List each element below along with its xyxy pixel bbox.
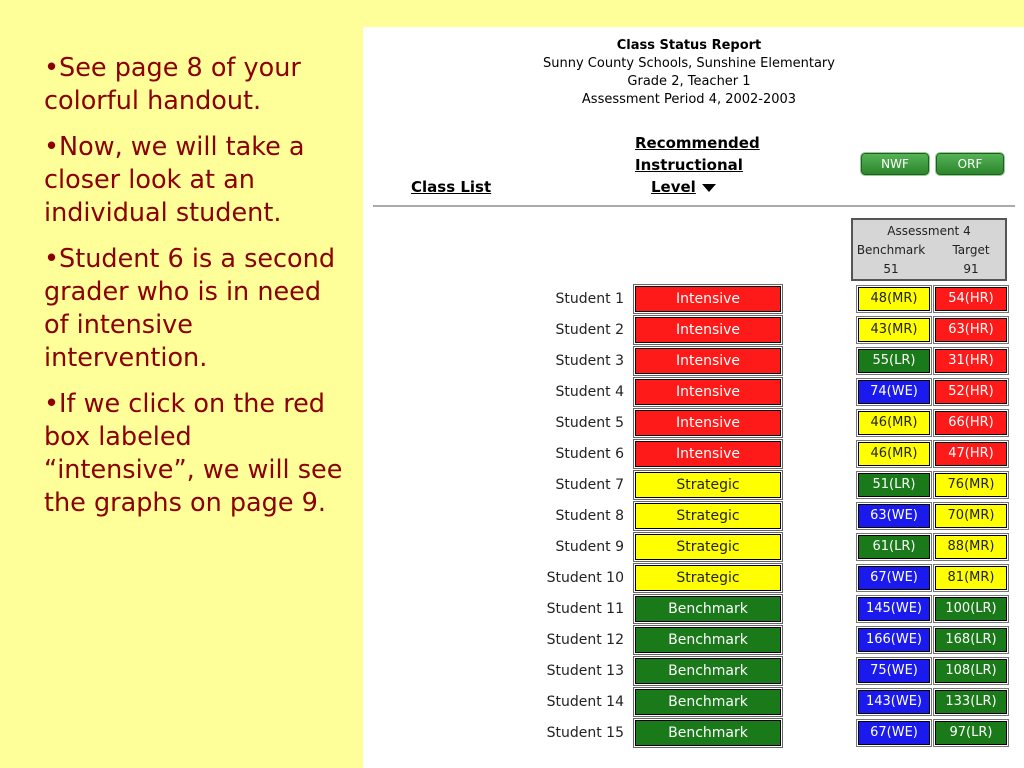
target-score: 108(LR) — [935, 659, 1007, 683]
level-box-intensive[interactable]: Intensive — [635, 348, 781, 374]
rec-level-label-line2: Instructional — [635, 156, 743, 174]
benchmark-score: 55(LR) — [858, 349, 930, 373]
student-name[interactable]: Student 2 — [555, 322, 624, 338]
benchmark-score: 46(MR) — [858, 411, 930, 435]
benchmark-score: 166(WE) — [858, 628, 930, 652]
student-row — [363, 534, 1024, 562]
target-score: 88(MR) — [935, 535, 1007, 559]
assessment-benchmark-label: Benchmark — [856, 243, 926, 257]
target-score: 54(HR) — [935, 287, 1007, 311]
student-row — [363, 658, 1024, 686]
assessment-benchmark-value: 51 — [883, 262, 899, 276]
nwf-button[interactable]: NWF — [861, 153, 929, 175]
bullet-closer-look: •Now, we will take a closer look at an individual student. — [44, 132, 305, 228]
level-box-strategic[interactable]: Strategic — [635, 503, 781, 529]
target-score: 100(LR) — [935, 597, 1007, 621]
level-box-intensive[interactable]: Intensive — [635, 317, 781, 343]
level-box-intensive[interactable]: Intensive — [635, 441, 781, 467]
benchmark-score: 51(LR) — [858, 473, 930, 497]
target-score: 47(HR) — [935, 442, 1007, 466]
student-row — [363, 472, 1024, 500]
benchmark-score: 67(WE) — [858, 721, 930, 745]
benchmark-score: 75(WE) — [858, 659, 930, 683]
student-name[interactable]: Student 5 — [555, 415, 624, 431]
class-status-report-panel — [363, 27, 1024, 768]
bullet-student-6: •Student 6 is a second grader who is in need of intensive intervention. — [44, 244, 336, 373]
level-box-benchmark[interactable]: Benchmark — [635, 596, 781, 622]
level-box-intensive[interactable]: Intensive — [635, 286, 781, 312]
benchmark-score: 46(MR) — [858, 442, 930, 466]
report-grade-teacher: Grade 2, Teacher 1 — [627, 74, 751, 89]
student-row — [363, 317, 1024, 345]
student-row — [363, 410, 1024, 438]
student-name[interactable]: Student 14 — [546, 694, 624, 710]
slide-bullet-list — [44, 52, 344, 533]
target-score: 133(LR) — [935, 690, 1007, 714]
student-name[interactable]: Student 15 — [546, 725, 624, 741]
student-name[interactable]: Student 1 — [555, 291, 624, 307]
target-score: 31(HR) — [935, 349, 1007, 373]
assessment-legend-box — [851, 218, 1007, 281]
assessment-title: Assessment 4 — [887, 224, 971, 238]
rec-level-label-line3: Level — [651, 178, 696, 196]
benchmark-score: 43(MR) — [858, 318, 930, 342]
target-score: 97(LR) — [935, 721, 1007, 745]
level-box-intensive[interactable]: Intensive — [635, 410, 781, 436]
assessment-target-label: Target — [952, 243, 990, 257]
student-row — [363, 379, 1024, 407]
student-row — [363, 689, 1024, 717]
target-score: 63(HR) — [935, 318, 1007, 342]
assessment-target-value: 91 — [963, 262, 979, 276]
rec-level-label-line3-wrap — [635, 176, 760, 198]
student-name[interactable]: Student 13 — [546, 663, 624, 679]
student-name[interactable]: Student 7 — [555, 477, 624, 493]
student-row — [363, 348, 1024, 376]
level-box-intensive[interactable]: Intensive — [635, 379, 781, 405]
student-row — [363, 720, 1024, 748]
level-box-benchmark[interactable]: Benchmark — [635, 689, 781, 715]
benchmark-score: 63(WE) — [858, 504, 930, 528]
level-box-strategic[interactable]: Strategic — [635, 472, 781, 498]
report-school: Sunny County Schools, Sunshine Elementary — [543, 56, 835, 71]
student-name[interactable]: Student 9 — [555, 539, 624, 555]
orf-button[interactable]: ORF — [936, 153, 1004, 175]
sort-down-caret-icon — [702, 184, 716, 192]
level-box-benchmark[interactable]: Benchmark — [635, 720, 781, 746]
bullet-see-handout: •See page 8 of your colorful handout. — [44, 53, 301, 116]
target-score: 81(MR) — [935, 566, 1007, 590]
benchmark-score: 48(MR) — [858, 287, 930, 311]
target-score: 76(MR) — [935, 473, 1007, 497]
student-name[interactable]: Student 8 — [555, 508, 624, 524]
student-row — [363, 565, 1024, 593]
level-box-benchmark[interactable]: Benchmark — [635, 627, 781, 653]
student-name[interactable]: Student 3 — [555, 353, 624, 369]
recommended-level-sort-link[interactable] — [635, 132, 760, 198]
report-title: Class Status Report — [616, 38, 762, 53]
student-name[interactable]: Student 4 — [555, 384, 624, 400]
student-name[interactable]: Student 11 — [546, 601, 624, 617]
header-divider — [373, 205, 1015, 207]
level-box-strategic[interactable]: Strategic — [635, 534, 781, 560]
target-score: 168(LR) — [935, 628, 1007, 652]
report-assessment-period: Assessment Period 4, 2002-2003 — [581, 92, 797, 107]
student-name[interactable]: Student 12 — [546, 632, 624, 648]
target-score: 70(MR) — [935, 504, 1007, 528]
benchmark-score: 145(WE) — [858, 597, 930, 621]
benchmark-score: 143(WE) — [858, 690, 930, 714]
student-row — [363, 627, 1024, 655]
benchmark-score: 61(LR) — [858, 535, 930, 559]
level-box-benchmark[interactable]: Benchmark — [635, 658, 781, 684]
benchmark-score: 74(WE) — [858, 380, 930, 404]
student-row — [363, 441, 1024, 469]
rec-level-label-line1: Recommended — [635, 134, 760, 152]
report-header — [363, 37, 1015, 109]
student-row — [363, 503, 1024, 531]
student-row — [363, 286, 1024, 314]
student-row — [363, 596, 1024, 624]
benchmark-score: 67(WE) — [858, 566, 930, 590]
class-list-sort-link[interactable]: Class List — [411, 178, 492, 196]
student-name[interactable]: Student 10 — [546, 570, 624, 586]
target-score: 52(HR) — [935, 380, 1007, 404]
target-score: 66(HR) — [935, 411, 1007, 435]
level-box-strategic[interactable]: Strategic — [635, 565, 781, 591]
student-name[interactable]: Student 6 — [555, 446, 624, 462]
bullet-click-intensive: •If we click on the red box labeled “intensive”, we will see the graphs on page 9. — [44, 389, 343, 518]
